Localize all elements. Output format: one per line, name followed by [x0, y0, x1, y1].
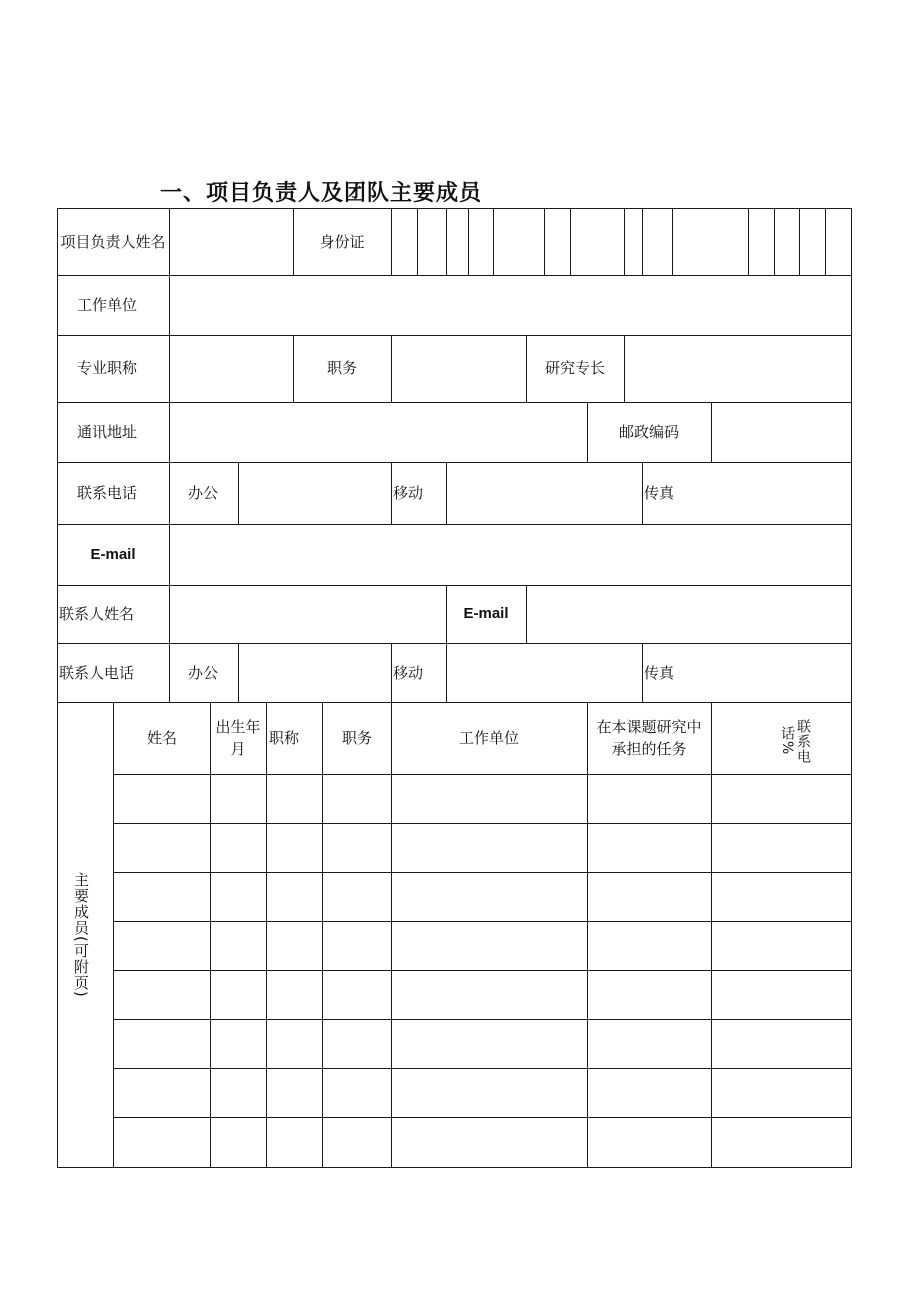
id-box-line [570, 208, 571, 275]
id-box-line [446, 208, 447, 275]
members-side-label: 主要成员(可附页) [72, 872, 90, 998]
id-box-line [493, 208, 494, 275]
col-line [526, 335, 527, 402]
row-line [113, 823, 852, 824]
id-box-line [417, 208, 418, 275]
row-line [57, 462, 852, 463]
col-line [391, 208, 392, 275]
row-line [113, 1117, 852, 1118]
row-line [57, 524, 852, 525]
col-line [391, 335, 392, 402]
col-line [587, 702, 588, 1168]
mobile-phone-label: 移动 [393, 484, 424, 502]
professional-title-label: 专业职称 [76, 359, 138, 377]
col-line [113, 702, 114, 1168]
row-line [57, 275, 852, 276]
research-specialty-label: 研究专长 [544, 359, 606, 377]
row-line [57, 335, 852, 336]
id-box-line [825, 208, 826, 275]
col-header-unit: 工作单位 [458, 729, 520, 747]
id-box-line [672, 208, 673, 275]
id-box-line [642, 208, 643, 275]
col-header-task: 在本课题研究中承担的任务 [596, 718, 702, 758]
office-phone-label: 办公 [187, 484, 219, 502]
col-line [711, 402, 712, 462]
col-line [624, 335, 625, 402]
contact-phone-label: 联系人电话 [59, 664, 135, 682]
contact-fax-label: 传真 [644, 664, 675, 682]
col-line [238, 643, 239, 702]
col-line [642, 462, 643, 524]
col-line [446, 643, 447, 702]
contact-phone-label: 联系电话 [76, 484, 138, 502]
row-line [113, 1019, 852, 1020]
contact-office-label: 办公 [187, 664, 219, 682]
table-border-bottom [57, 1167, 852, 1168]
table-border-right [851, 208, 852, 1168]
position-label: 职务 [326, 359, 358, 377]
col-header-title: 职称 [268, 729, 300, 747]
col-line [446, 585, 447, 643]
col-line [446, 462, 447, 524]
col-header-birth: 出生年月 [215, 718, 261, 758]
id-box-line [468, 208, 469, 275]
col-line [391, 702, 392, 1168]
member-info-form [57, 208, 852, 1168]
row-line [113, 1068, 852, 1069]
col-line [169, 208, 170, 702]
row-line [57, 643, 852, 644]
work-unit-label: 工作单位 [76, 296, 138, 314]
col-header-phone: 联系电话% [779, 718, 811, 764]
contact-mobile-label: 移动 [393, 664, 424, 682]
col-line [210, 702, 211, 1168]
table-border-left [57, 208, 58, 1168]
col-line [391, 643, 392, 702]
col-line [322, 702, 323, 1168]
leader-name-label: 项目负责人姓名 [60, 233, 166, 251]
col-line [391, 462, 392, 524]
row-line [57, 585, 852, 586]
id-box-line [748, 208, 749, 275]
table-border-top [57, 208, 852, 209]
row-line [113, 970, 852, 971]
email-label: E-mail [90, 546, 136, 563]
section-title: 一、项目负责人及团队主要成员 [160, 181, 483, 206]
col-line [587, 402, 588, 462]
id-box-line [774, 208, 775, 275]
col-header-name: 姓名 [146, 729, 178, 747]
fax-label: 传真 [644, 484, 675, 502]
col-line [526, 585, 527, 643]
col-line [266, 702, 267, 1168]
col-header-position: 职务 [341, 729, 373, 747]
row-line [113, 872, 852, 873]
id-card-label: 身份证 [319, 233, 365, 251]
row-line [113, 921, 852, 922]
col-line [711, 702, 712, 1168]
row-line [57, 702, 852, 703]
postcode-label: 邮政编码 [618, 423, 680, 441]
id-box-line [799, 208, 800, 275]
id-box-line [624, 208, 625, 275]
contact-name-label: 联系人姓名 [59, 605, 135, 623]
row-line [57, 402, 852, 403]
col-header-phone-clip [775, 705, 815, 773]
col-line [238, 462, 239, 524]
col-line [293, 208, 294, 275]
id-box-line [544, 208, 545, 275]
contact-email-label: E-mail [463, 605, 509, 622]
row-line [113, 774, 852, 775]
mailing-address-label: 通讯地址 [76, 423, 138, 441]
col-line [642, 643, 643, 702]
col-line [293, 335, 294, 402]
